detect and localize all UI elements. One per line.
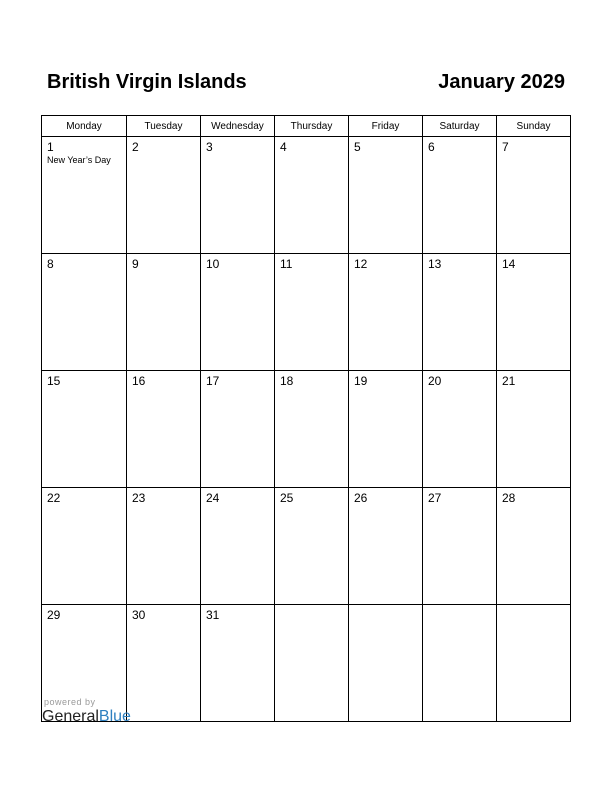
month-title: January 2029 — [438, 71, 565, 93]
day-number: 15 — [47, 374, 61, 388]
day-cell — [127, 137, 201, 254]
weekday-saturday: Saturday — [423, 116, 497, 137]
day-cell — [275, 371, 349, 488]
day-cell — [349, 254, 423, 371]
day-cell — [201, 371, 275, 488]
day-number: 7 — [502, 140, 509, 154]
powered-by-label: powered by — [44, 697, 96, 707]
day-cell — [275, 605, 349, 722]
weekday-tuesday: Tuesday — [127, 116, 201, 137]
week-row — [42, 605, 571, 722]
day-number: 4 — [280, 140, 287, 154]
day-cell — [349, 488, 423, 605]
weekday-friday: Friday — [349, 116, 423, 137]
day-cell — [127, 371, 201, 488]
week-row — [42, 137, 571, 254]
day-number: 28 — [502, 491, 516, 505]
day-number: 26 — [354, 491, 368, 505]
day-cell — [42, 137, 127, 254]
day-cell — [497, 371, 571, 488]
day-number: 21 — [502, 374, 516, 388]
day-number: 24 — [206, 491, 220, 505]
day-number: 27 — [428, 491, 442, 505]
day-number: 18 — [280, 374, 294, 388]
day-number: 29 — [47, 608, 61, 622]
day-number: 11 — [280, 257, 293, 271]
day-number: 31 — [206, 608, 220, 622]
day-cell — [497, 137, 571, 254]
day-cell — [42, 254, 127, 371]
day-number: 16 — [132, 374, 146, 388]
weekday-thursday: Thursday — [275, 116, 349, 137]
brand-part-blue: Blue — [98, 708, 131, 725]
day-number: 22 — [47, 491, 61, 505]
brand-part-general: General — [42, 708, 99, 725]
week-row — [42, 254, 571, 371]
weekday-sunday: Sunday — [497, 116, 571, 137]
day-cell — [497, 605, 571, 722]
weekday-header-row — [42, 116, 571, 137]
day-number: 6 — [428, 140, 435, 154]
day-cell — [127, 254, 201, 371]
day-number: 10 — [206, 257, 220, 271]
day-number: 2 — [132, 140, 139, 154]
week-row — [42, 371, 571, 488]
day-number: 30 — [132, 608, 146, 622]
day-cell — [497, 254, 571, 371]
day-number: 25 — [280, 491, 294, 505]
day-cell — [349, 137, 423, 254]
day-cell — [42, 371, 127, 488]
day-cell — [201, 488, 275, 605]
day-cell — [201, 137, 275, 254]
day-number: 8 — [47, 257, 54, 271]
weekday-wednesday: Wednesday — [201, 116, 275, 137]
weekday-monday: Monday — [42, 116, 127, 137]
day-number: 13 — [428, 257, 442, 271]
day-cell — [423, 605, 497, 722]
day-cell — [127, 488, 201, 605]
day-cell — [423, 137, 497, 254]
day-cell — [423, 488, 497, 605]
country-title: British Virgin Islands — [47, 71, 247, 93]
day-number: 19 — [354, 374, 368, 388]
day-cell — [201, 605, 275, 722]
day-cell — [423, 254, 497, 371]
day-cell — [275, 137, 349, 254]
day-cell — [497, 488, 571, 605]
day-number: 1 — [47, 140, 54, 154]
day-cell — [275, 488, 349, 605]
day-number: 3 — [206, 140, 213, 154]
day-number: 23 — [132, 491, 146, 505]
day-cell — [423, 371, 497, 488]
calendar-grid — [41, 115, 571, 722]
day-number: 9 — [132, 257, 139, 271]
day-number: 20 — [428, 374, 442, 388]
day-number: 5 — [354, 140, 361, 154]
week-row — [42, 488, 571, 605]
day-number: 12 — [354, 257, 368, 271]
day-number: 17 — [206, 374, 220, 388]
day-cell — [349, 605, 423, 722]
day-number: 14 — [502, 257, 516, 271]
day-cell — [127, 605, 201, 722]
calendar-body — [42, 137, 571, 722]
day-cell — [42, 488, 127, 605]
day-cell — [201, 254, 275, 371]
generalblue-logo — [42, 708, 131, 726]
holiday-label: New Year’s Day — [47, 155, 111, 165]
day-cell — [275, 254, 349, 371]
day-cell — [349, 371, 423, 488]
